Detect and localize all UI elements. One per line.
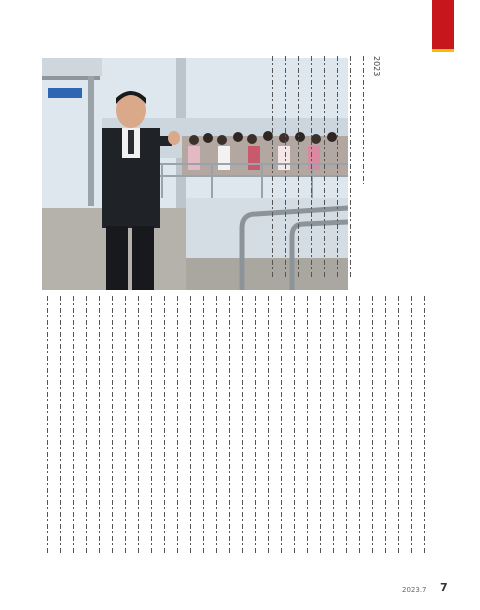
- caption-line: [267, 56, 278, 288]
- photo-caption: [42, 56, 382, 288]
- body-line: [198, 296, 209, 566]
- body-line: [380, 296, 391, 566]
- body-line: [315, 296, 326, 566]
- issue-date: 2023.7: [402, 586, 427, 594]
- body-line: [68, 296, 79, 566]
- body-line: [250, 296, 261, 566]
- body-line: [55, 296, 66, 566]
- caption-date: 2023: [372, 56, 381, 77]
- section-badge: [432, 0, 454, 52]
- caption-line: [306, 56, 317, 288]
- caption-line: [358, 56, 369, 288]
- section-title: [436, 60, 450, 130]
- body-line: [224, 296, 235, 566]
- body-line: [263, 296, 274, 566]
- body-line: [302, 296, 313, 566]
- body-line: [419, 296, 430, 566]
- body-line: [120, 296, 131, 566]
- caption-line: [345, 56, 356, 288]
- body-line: [276, 296, 287, 566]
- body-line: [341, 296, 352, 566]
- body-line: [406, 296, 417, 566]
- page-number: 7: [440, 581, 448, 594]
- body-line: [133, 296, 144, 566]
- body-line: [185, 296, 196, 566]
- body-line: [172, 296, 183, 566]
- caption-line: [280, 56, 291, 288]
- section-badge-label: [432, 4, 454, 44]
- body-line: [367, 296, 378, 566]
- body-line: [81, 296, 92, 566]
- body-line: [146, 296, 157, 566]
- body-line: [159, 296, 170, 566]
- caption-line: [293, 56, 304, 288]
- article-body: [42, 296, 462, 566]
- body-line: [42, 296, 53, 566]
- body-line: [328, 296, 339, 566]
- body-line: [354, 296, 365, 566]
- body-line: [289, 296, 300, 566]
- body-line: [237, 296, 248, 566]
- caption-line: [332, 56, 343, 288]
- body-line: [393, 296, 404, 566]
- caption-line: [319, 56, 330, 288]
- body-line: [107, 296, 118, 566]
- body-line: [94, 296, 105, 566]
- body-line: [211, 296, 222, 566]
